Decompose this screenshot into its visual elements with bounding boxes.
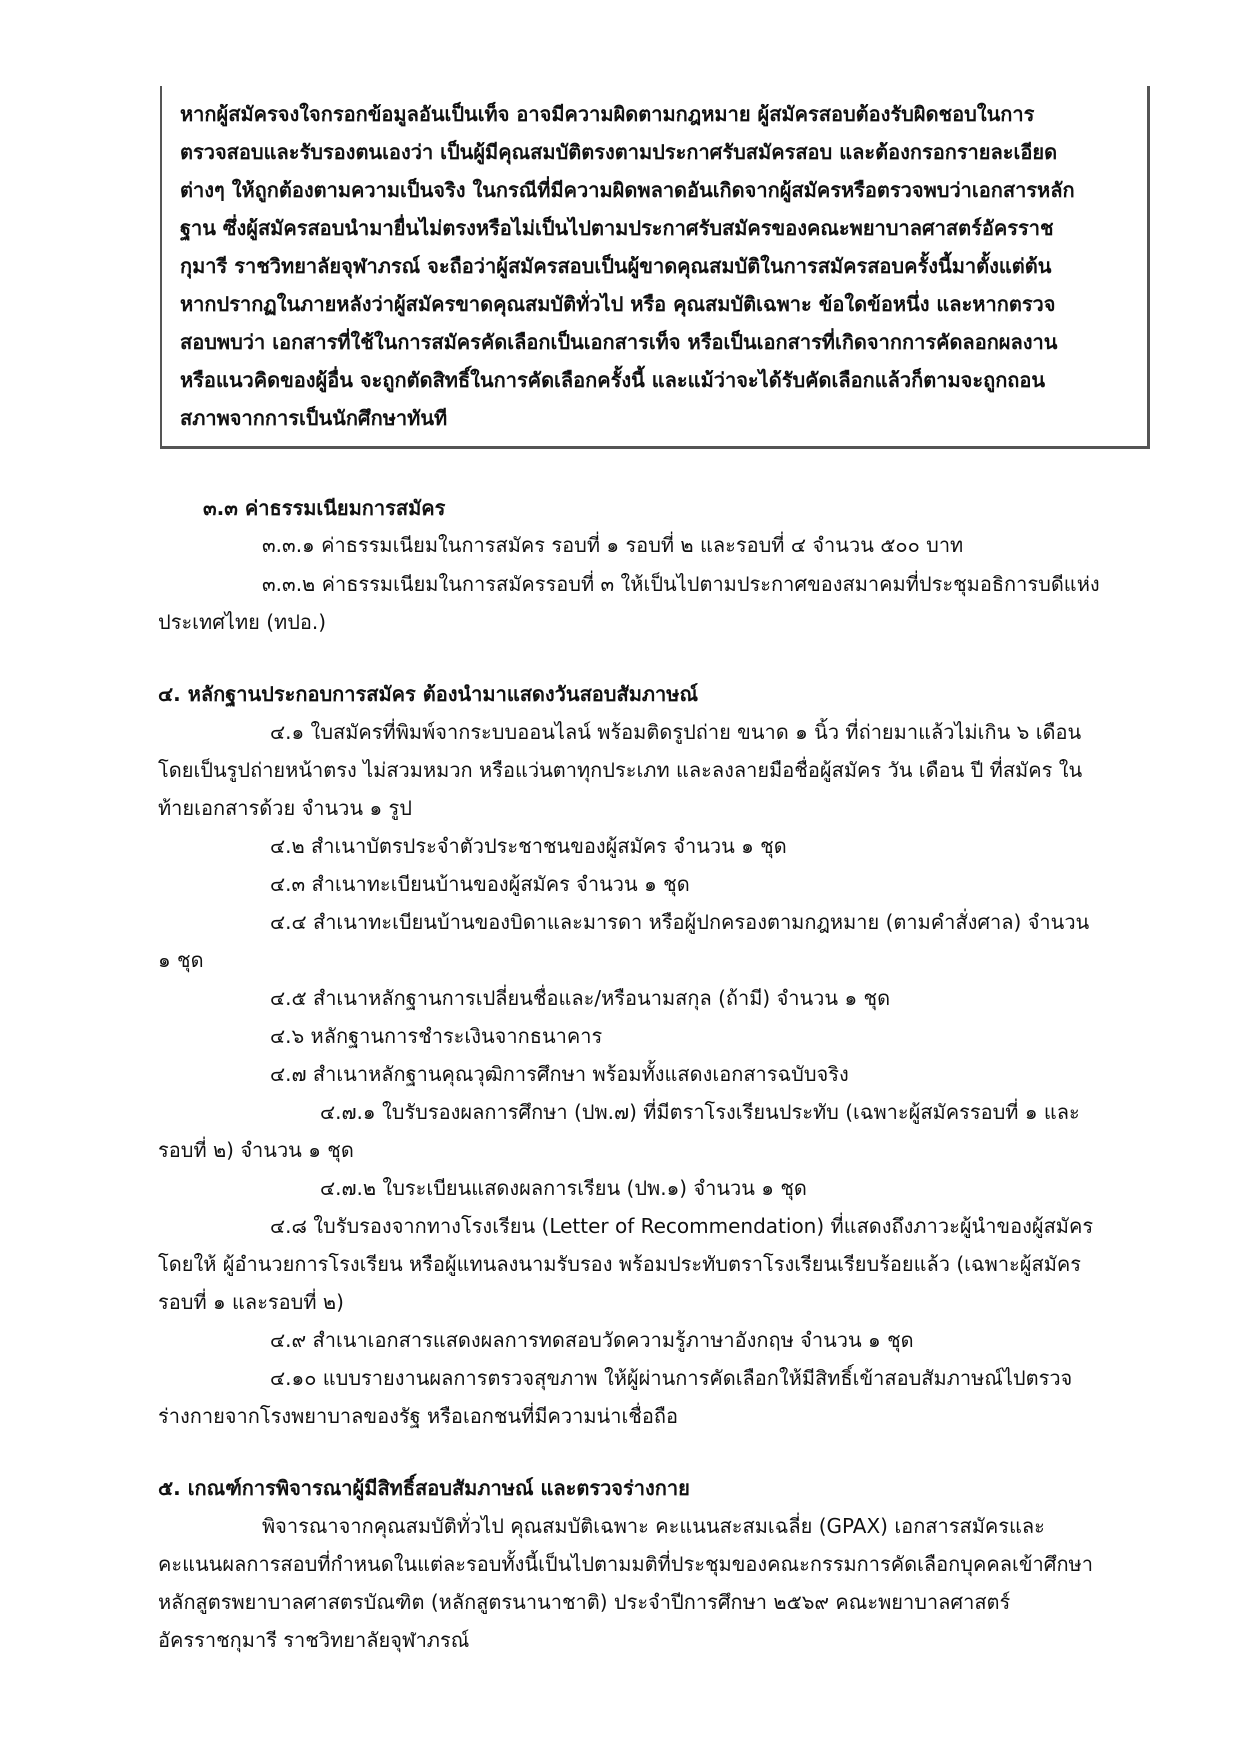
section-5-line-3: หลักสูตรพยาบาลศาสตรบัณฑิต (หลักสูตรนานาชาติ) ประจำปีการศึกษา ๒๕๖๙ คณะพยาบาลศาสตร์	[158, 1590, 1011, 1614]
notice-line-3: ต่างๆ ให้ถูกต้องตามความเป็นจริง ในกรณีที่มีความผิดพลาดอันเกิดจากผู้สมัครหรือตรวจพบว่าเอกสารหลัก	[180, 178, 1075, 202]
item-4-6: ๔.๖ หลักฐานการชำระเงินจากธนาคาร	[270, 1024, 603, 1048]
item-4-8-cont: โดยให้ ผู้อำนวยการโรงเรียน หรือผู้แทนลงนามรับรอง พร้อมประทับตราโรงเรียนเรียบร้อยแล้ว (เฉพาะผู้สมัคร	[158, 1252, 1082, 1276]
item-4-7-1: ๔.๗.๑ ใบรับรองผลการศึกษา (ปพ.๗) ที่มีตราโรงเรียนประทับ (เฉพาะผู้สมัครรอบที่ ๑ และ	[320, 1100, 1080, 1124]
item-4-10: ๔.๑๐ แบบรายงานผลการตรวจสุขภาพ ให้ผู้ผ่านการคัดเลือกให้มีสิทธิ์เข้าสอบสัมภาษณ์ไปตรวจ	[270, 1366, 1073, 1390]
section-3-3-heading: ๓.๓ ค่าธรรมเนียมการสมัคร	[203, 496, 446, 520]
notice-line-5: กุมารี ราชวิทยาลัยจุฬาภรณ์ จะถือว่าผู้สมัครสอบเป็นผู้ขาดคุณสมบัติในการสมัครสอบครั้งนี้มาตั้งแต่ต้น	[180, 254, 1052, 278]
notice-line-9: สภาพจากการเป็นนักศึกษาทันที	[180, 406, 448, 430]
notice-line-6: หากปรากฏในภายหลังว่าผู้สมัครขาดคุณสมบัติทั่วไป หรือ คุณสมบัติเฉพาะ ข้อใดข้อหนึ่ง และหากตรวจ	[180, 292, 1056, 316]
item-4-7-2: ๔.๗.๒ ใบระเบียนแสดงผลการเรียน (ปพ.๑) จำนวน ๑ ชุด	[320, 1176, 807, 1200]
item-4-1: ๔.๑ ใบสมัครที่พิมพ์จากระบบออนไลน์ พร้อมติดรูปถ่าย ขนาด ๑ นิ้ว ที่ถ่ายมาแล้วไม่เกิน ๖ เดือน	[270, 720, 1082, 744]
section-3-3-item-2: ๓.๓.๒ ค่าธรรมเนียมในการสมัครรอบที่ ๓ ให้เป็นไปตามประกาศของสมาคมที่ประชุมอธิการบดีแห่ง	[262, 572, 1100, 596]
item-4-7-1-cont: รอบที่ ๒) จำนวน ๑ ชุด	[158, 1138, 354, 1162]
item-4-3: ๔.๓ สำเนาทะเบียนบ้านของผู้สมัคร จำนวน ๑ ชุด	[270, 872, 690, 896]
notice-line-4: ฐาน ซึ่งผู้สมัครสอบนำมายื่นไม่ตรงหรือไม่เป็นไปตามประกาศรับสมัครของคณะพยาบาลศาสตร์อัครราช	[180, 216, 1054, 240]
notice-box	[160, 86, 1150, 449]
notice-line-8: หรือแนวคิดของผู้อื่น จะถูกตัดสิทธิ์ในการคัดเลือกครั้งนี้ และแม้ว่าจะได้รับคัดเลือกแล้วก็ตามจะถูกถอน	[180, 368, 1046, 392]
item-4-8: ๔.๘ ใบรับรองจากทางโรงเรียน (Letter of Recommendation) ที่แสดงถึงภาวะผู้นำของผู้สมัคร	[270, 1214, 1094, 1238]
item-4-4-cont: ๑ ชุด	[158, 948, 204, 972]
section-4-heading: ๔. หลักฐานประกอบการสมัคร ต้องนำมาแสดงวันสอบสัมภาษณ์	[158, 682, 699, 706]
item-4-10-cont: ร่างกายจากโรงพยาบาลของรัฐ หรือเอกชนที่มีความน่าเชื่อถือ	[158, 1404, 678, 1428]
item-4-2: ๔.๒ สำเนาบัตรประจำตัวประชาชนของผู้สมัคร จำนวน ๑ ชุด	[270, 834, 787, 858]
item-4-9: ๔.๙ สำเนาเอกสารแสดงผลการทดสอบวัดความรู้ภาษาอังกฤษ จำนวน ๑ ชุด	[270, 1328, 914, 1352]
item-4-4: ๔.๔ สำเนาทะเบียนบ้านของบิดาและมารดา หรือผู้ปกครองตามกฎหมาย (ตามคำสั่งศาล) จำนวน	[270, 910, 1090, 934]
section-5-heading: ๕. เกณฑ์การพิจารณาผู้มีสิทธิ์สอบสัมภาษณ์ และตรวจร่างกาย	[158, 1476, 690, 1500]
section-5-line-1: พิจารณาจากคุณสมบัติทั่วไป คุณสมบัติเฉพาะ คะแนนสะสมเฉลี่ย (GPAX) เอกสารสมัครและ	[262, 1514, 1045, 1538]
item-4-1-cont: โดยเป็นรูปถ่ายหน้าตรง ไม่สวมหมวก หรือแว่นตาทุกประเภท และลงลายมือชื่อผู้สมัคร วัน เดือน ปี ที่สมัคร ใน	[158, 758, 1083, 782]
notice-line-2: ตรวจสอบและรับรองตนเองว่า เป็นผู้มีคุณสมบัติตรงตามประกาศรับสมัครสอบ และต้องกรอกรายละเอียด	[180, 140, 1058, 164]
notice-line-7: สอบพบว่า เอกสารที่ใช้ในการสมัครคัดเลือกเป็นเอกสารเท็จ หรือเป็นเอกสารที่เกิดจากการคัดลอกผลงาน	[180, 330, 1058, 354]
item-4-8-cont2: รอบที่ ๑ และรอบที่ ๒)	[158, 1290, 344, 1314]
notice-line-1: หากผู้สมัครจงใจกรอกข้อมูลอันเป็นเท็จ อาจมีความผิดตามกฎหมาย ผู้สมัครสอบต้องรับผิดชอบในการ	[180, 102, 1035, 126]
section-5-line-4: อัครราชกุมารี ราชวิทยาลัยจุฬาภรณ์	[158, 1628, 470, 1652]
section-3-3-item-1: ๓.๓.๑ ค่าธรรมเนียมในการสมัคร รอบที่ ๑ รอบที่ ๒ และรอบที่ ๔ จำนวน ๕๐๐ บาท	[262, 533, 964, 557]
section-5-line-2: คะแนนผลการสอบที่กำหนดในแต่ละรอบทั้งนี้เป็นไปตามมติที่ประชุมของคณะกรรมการคัดเลือกบุคคลเข้าศึกษา	[158, 1552, 1093, 1576]
item-4-7: ๔.๗ สำเนาหลักฐานคุณวุฒิการศึกษา พร้อมทั้งแสดงเอกสารฉบับจริง	[270, 1062, 849, 1086]
item-4-1-cont2: ท้ายเอกสารด้วย จำนวน ๑ รูป	[158, 796, 412, 820]
section-3-3-item-2-cont: ประเทศไทย (ทปอ.)	[158, 610, 327, 634]
item-4-5: ๔.๕ สำเนาหลักฐานการเปลี่ยนชื่อและ/หรือนามสกุล (ถ้ามี) จำนวน ๑ ชุด	[270, 986, 891, 1010]
